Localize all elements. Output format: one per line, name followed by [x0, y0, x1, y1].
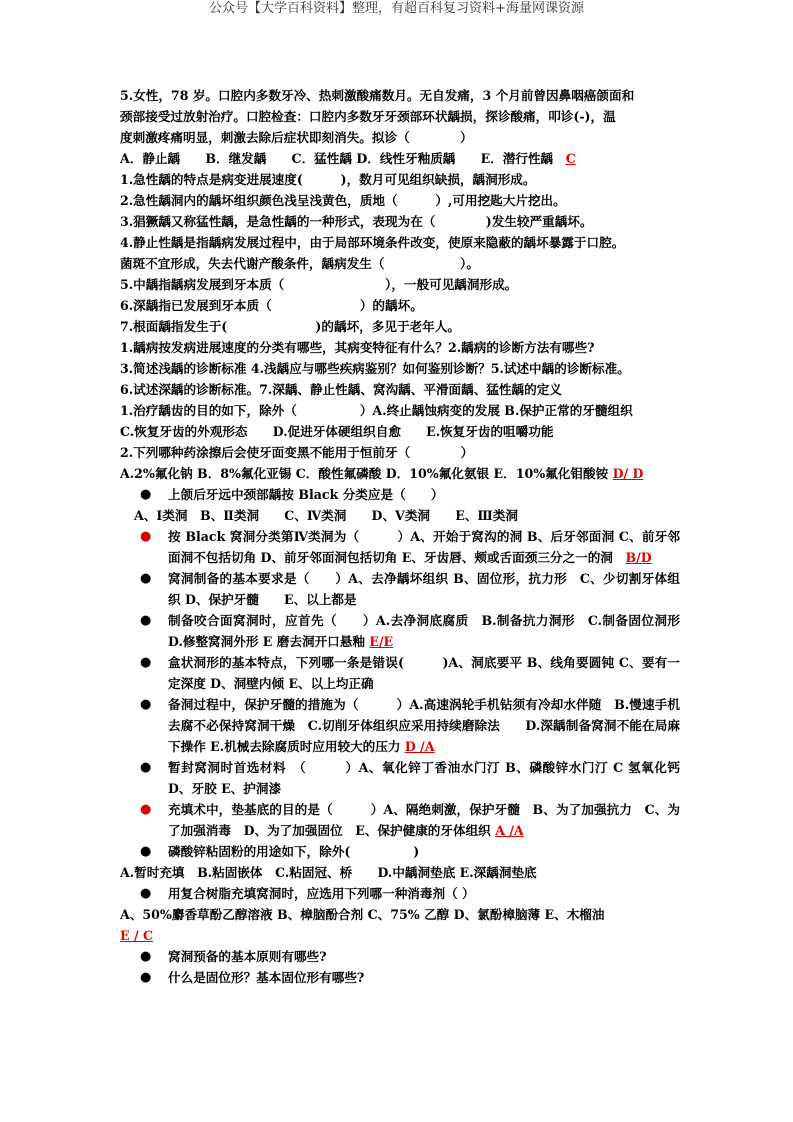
bullet-icon: ●: [140, 613, 152, 628]
bullet-icon: ●: [140, 949, 152, 964]
bullet-icon: ●: [140, 655, 152, 670]
bullet-item: ● 备洞过程中，保护牙髓的措施为（ ）A.高速涡轮手机钻须有冷却水伴随 B.慢速手机去腐不必保持窝洞干燥 C.切削牙体组织应采用持续磨除法 D.深龋制备窝洞不能在局麻下操作 E.机械去除腐质时应用较大的压力 D /A: [120, 694, 680, 757]
text-line: [120, 925, 680, 946]
bullet-icon: ●: [140, 970, 152, 985]
answer-mark: B/D: [625, 550, 652, 565]
text-line: 颈部接受过放射治疗。口腔检查：口腔内多数牙牙颈部环状龋损，探诊酸痛，叩诊(-)，温: [120, 109, 616, 124]
text-line: 6.深龋指已发展到牙本质（ ）的龋坏。: [120, 298, 423, 313]
text-line: 5.中龋指龋病发展到牙本质（ ），一般可见龋洞形成。: [120, 277, 518, 292]
text-line: 2.下列哪种药涂擦后会使牙面变黑不能用于恒前牙（ ）: [120, 445, 474, 460]
text-line: A.2%氟化钠 B．8%氟化亚锡 C．酸性氟磷酸 D．10%氟化氨银 E．10%氟化钼酸铵 D/ D: [120, 466, 644, 481]
text-line: A、Ⅰ类洞 B、Ⅱ类洞 C、Ⅳ类洞 D、Ⅴ类洞 E、Ⅲ类洞: [134, 508, 518, 523]
bullet-item: ● 用复合树脂充填窝洞时，应选用下列哪一种消毒剂（ ）: [120, 883, 680, 904]
text-line: A.暂时充填 B.粘固嵌体 C.粘固冠、桥 D.中龋洞垫底 E.深龋洞垫底: [120, 865, 537, 880]
text-line: 3.简述浅龋的诊断标准 4.浅龋应与哪些疾病鉴别？如何鉴别诊断？5.试述中龋的诊断标准。: [120, 361, 630, 376]
bullet-icon: ●: [140, 802, 152, 817]
bullet-item: ● 窝洞制备的基本要求是（ ）A、去净龋坏组织 B、固位形，抗力形 C、少切割牙体组织 D、保护牙髓 E、以上都是: [120, 568, 680, 610]
text-line: A、50%麝香草酚乙醇溶液 B、樟脑酚合剂 C、75% 乙醇 D、氯酚樟脑薄 E、木榴油: [120, 907, 605, 922]
text-line: 6.试述深龋的诊断标准。7.深龋、静止性龋、窝沟龋、平滑面龋、猛性龋的定义: [120, 382, 562, 397]
bullet-item: ● 什么是固位形？基本固位形有哪些?: [120, 967, 680, 988]
text-line: 7.根面龋指发生于( )的龋坏，多见于老年人。: [120, 319, 460, 334]
bullet-item: ● 暂封窝洞时首选材料 （ ）A、氧化锌丁香油水门汀 B、磷酸锌水门汀 C 氢氧化钙 D、牙胶 E、护洞漆: [120, 757, 680, 799]
bullet-item: ● 充填术中，垫基底的目的是（ ）A、隔绝刺激，保护牙髓 B、为了加强抗力 C、为了加强消毒 D、为了加强固位 E、保护健康的牙体组织 A /A: [120, 799, 680, 841]
answer-mark: D/ D: [612, 466, 644, 481]
text-line: 2.急性龋洞内的龋坏组织颜色浅呈浅黄色，质地（ ）,可用挖匙大片挖出。: [120, 193, 566, 208]
text-line: 5.女性，78 岁。口腔内多数牙冷、热刺激酸痛数月。无自发痛，3 个月前曾因鼻咽癌颌面和: [120, 88, 635, 103]
bullet-icon: ●: [140, 529, 152, 544]
bullet-item: ● 上颌后牙远中颈部龋按 Black 分类应是（ ）: [120, 484, 680, 505]
document-body: [120, 85, 693, 988]
bullet-icon: ●: [140, 571, 152, 586]
answer-mark: A /A: [495, 823, 524, 838]
bullet-icon: ●: [140, 760, 152, 775]
text-line: 3.猖獗龋又称猛性龋，是急性龋的一种形式，表现为在（ )发生较严重龋坏。: [120, 214, 593, 229]
bullet-item: ● 盒状洞形的基本特点，下列哪一条是错误( )A、洞底要平 B、线角要圆钝 C、要有一定深度 D、洞壁内倾 E、以上均正确: [120, 652, 680, 694]
bullet-icon: ●: [140, 487, 152, 502]
answer-mark: E/E: [369, 634, 394, 649]
bullet-icon: ●: [140, 697, 152, 712]
bullet-icon: ●: [140, 886, 152, 901]
bullet-item: ● 磷酸锌粘固粉的用途如下，除外( ): [120, 841, 680, 862]
answer-mark: E / C: [120, 928, 153, 943]
answer-mark: D /A: [404, 739, 435, 754]
page-header: 公众号【大学百科资料】整理，有超百科复习资料+海量网课资源: [209, 1, 584, 16]
answer-mark: C: [565, 151, 576, 166]
text-line: 1.治疗龋齿的目的如下，除外（ ）A.终止龋蚀病变的发展 B.保护正常的牙髓组织: [120, 403, 633, 418]
bullet-item: ● 按 Black 窝洞分类第Ⅳ类洞为（ ）A、开始于窝沟的洞 B、后牙邻面洞 C、前牙邻面洞不包括切角 D、前牙邻面洞包括切角 E、牙齿唇、颊或舌面颈三分之一的洞 B/D: [120, 526, 680, 568]
bullet-item: ● 制备咬合面窝洞时，应首先（ ）A.去净洞底腐质 B.制备抗力洞形 C.制备固位洞形 D.修整窝洞外形 E 磨去洞开口悬釉 E/E: [120, 610, 680, 652]
text-line: C.恢复牙齿的外观形态 D.促进牙体硬组织自愈 E.恢复牙齿的咀嚼功能: [120, 424, 554, 439]
text-line: 度刺激疼痛明显，刺激去除后症状即刻消失。拟诊（ ）: [120, 130, 473, 145]
text-line: 1.急性龋的特点是病变进展速度( )，数月可见组织缺损，龋洞形成。: [120, 172, 536, 187]
text-line: A．静止龋 B．继发龋 C．猛性龋 D．线性牙釉质龋 E．潜行性龋 C: [120, 151, 576, 166]
text-line: 菌斑不宜形成，失去代谢产酸条件，龋病发生（ ）。: [120, 256, 479, 271]
bullet-icon: ●: [140, 844, 152, 859]
text-line: 4.静止性龋是指龋病发展过程中，由于局部环境条件改变，使原来隐蔽的龋坏暴露于口腔。: [120, 235, 625, 250]
bullet-item: ● 窝洞预备的基本原则有哪些?: [120, 946, 680, 967]
text-line: 1.龋病按发病进展速度的分类有哪些，其病变特征有什么？2.龋病的诊断方法有哪些?: [120, 340, 595, 355]
